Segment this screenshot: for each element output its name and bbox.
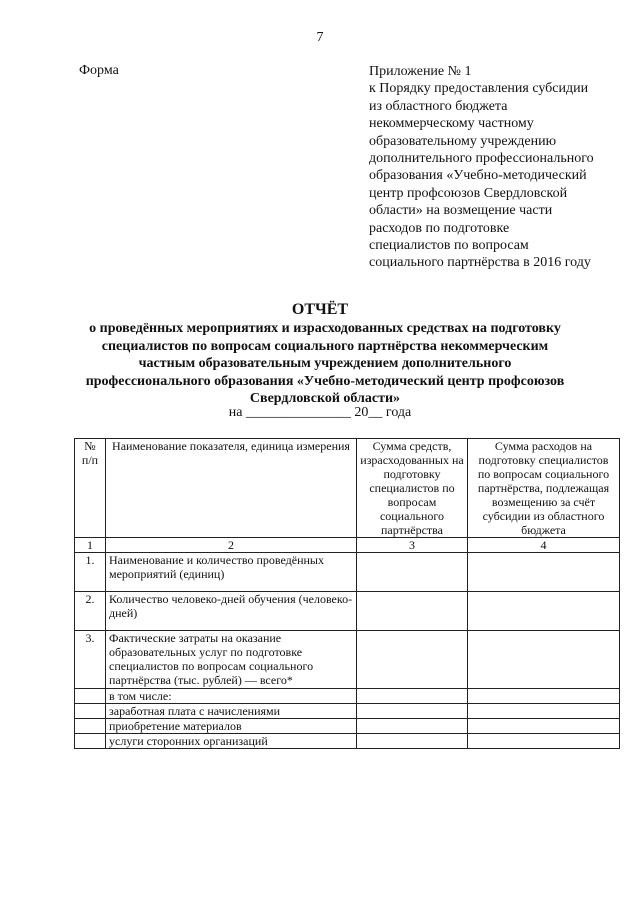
row-indicator: в том числе: [106, 689, 357, 704]
appendix-line: из областного бюджета [369, 98, 508, 114]
subtitle-line: о проведённых мероприятиях и израсходованных средствах на подготовку [89, 321, 561, 336]
row-reimbursable-cell[interactable] [468, 704, 620, 719]
row-indicator: услуги сторонних организаций [106, 734, 357, 749]
appendix-block [369, 63, 629, 272]
row-number [75, 689, 106, 704]
subtitle-line: частным образовательным учреждением дополнительного [138, 356, 512, 372]
row-reimbursable-cell[interactable] [468, 631, 620, 689]
row-reimbursable-cell[interactable] [468, 719, 620, 734]
row-spent-cell[interactable] [357, 689, 468, 704]
table-row [75, 689, 620, 704]
row-number: 1. [75, 553, 106, 592]
subtitle-line: специалистов по вопросам социального партнёрства некоммерческим [101, 338, 549, 354]
appendix-line: образования «Учебно-методический [369, 168, 587, 184]
appendix-line: расходов по подготовке [369, 220, 510, 236]
column-numbers-row [75, 538, 620, 553]
table-row [75, 592, 620, 631]
appendix-line: специалистов по вопросам [369, 238, 529, 254]
appendix-line: области» на возмещение части [369, 203, 553, 219]
table-header-row [75, 439, 620, 538]
row-indicator: Наименование и количество проведённых мероприятий (единиц) [106, 553, 357, 592]
row-spent-cell[interactable] [357, 553, 468, 592]
row-spent-cell[interactable] [357, 704, 468, 719]
appendix-line: Приложение № 1 [369, 64, 472, 79]
row-reimbursable-cell[interactable] [468, 689, 620, 704]
appendix-line: социального партнёрства в 2016 году [369, 255, 591, 271]
subtitle-line: профессионального образования «Учебно-методический центр профсоюзов [85, 373, 565, 389]
document-subtitle [60, 320, 590, 408]
row-number [75, 704, 106, 719]
column-number: 3 [357, 538, 468, 553]
table-row [75, 734, 620, 749]
table-row [75, 631, 620, 689]
page-number: 7 [316, 30, 324, 45]
column-number: 4 [468, 538, 620, 553]
row-spent-cell[interactable] [357, 719, 468, 734]
row-reimbursable-cell[interactable] [468, 592, 620, 631]
table-row [75, 719, 620, 734]
appendix-line: некоммерческому частному [369, 116, 534, 132]
row-number [75, 719, 106, 734]
table-row [75, 553, 620, 592]
report-table [74, 438, 620, 749]
row-reimbursable-cell[interactable] [468, 734, 620, 749]
row-number: 3. [75, 631, 106, 689]
row-number: 2. [75, 592, 106, 631]
header-indicator: Наименование показателя, единица измерения [106, 439, 357, 538]
row-spent-cell[interactable] [357, 592, 468, 631]
appendix-line: к Порядку предоставления субсидии [369, 81, 589, 97]
report-date-line: на _______________ 20__ года [228, 405, 412, 420]
form-label: Форма [79, 63, 119, 78]
row-spent-cell[interactable] [357, 734, 468, 749]
appendix-line: образовательному учреждению [369, 133, 557, 149]
appendix-line: центр профсоюзов Свердловской [369, 185, 568, 201]
row-spent-cell[interactable] [357, 631, 468, 689]
header-number: № п/п [75, 439, 106, 538]
column-number: 2 [106, 538, 357, 553]
row-indicator: приобретение материалов [106, 719, 357, 734]
row-number [75, 734, 106, 749]
header-reimbursable-amount: Сумма расходов на подготовку специалистов по вопросам социального партнёрства, подлежащая возмещению за счёт субсидии из областного бюджета [468, 439, 620, 538]
table-row [75, 704, 620, 719]
appendix-line: дополнительного профессионального [369, 151, 594, 167]
document-title: ОТЧЁТ [291, 301, 349, 318]
header-spent-amount: Сумма средств, израсходованных на подготовку специалистов по вопросам социального партнёрства [357, 439, 468, 538]
row-indicator: Количество человеко-дней обучения (человеко-дней) [106, 592, 357, 631]
row-indicator: Фактические затраты на оказание образовательных услуг по подготовке специалистов по вопросам социального партнёрства (тыс. рублей) — всего* [106, 631, 357, 689]
column-number: 1 [75, 538, 106, 553]
subtitle-line: Свердловской области» [249, 391, 401, 407]
row-reimbursable-cell[interactable] [468, 553, 620, 592]
row-indicator: заработная плата с начислениями [106, 704, 357, 719]
